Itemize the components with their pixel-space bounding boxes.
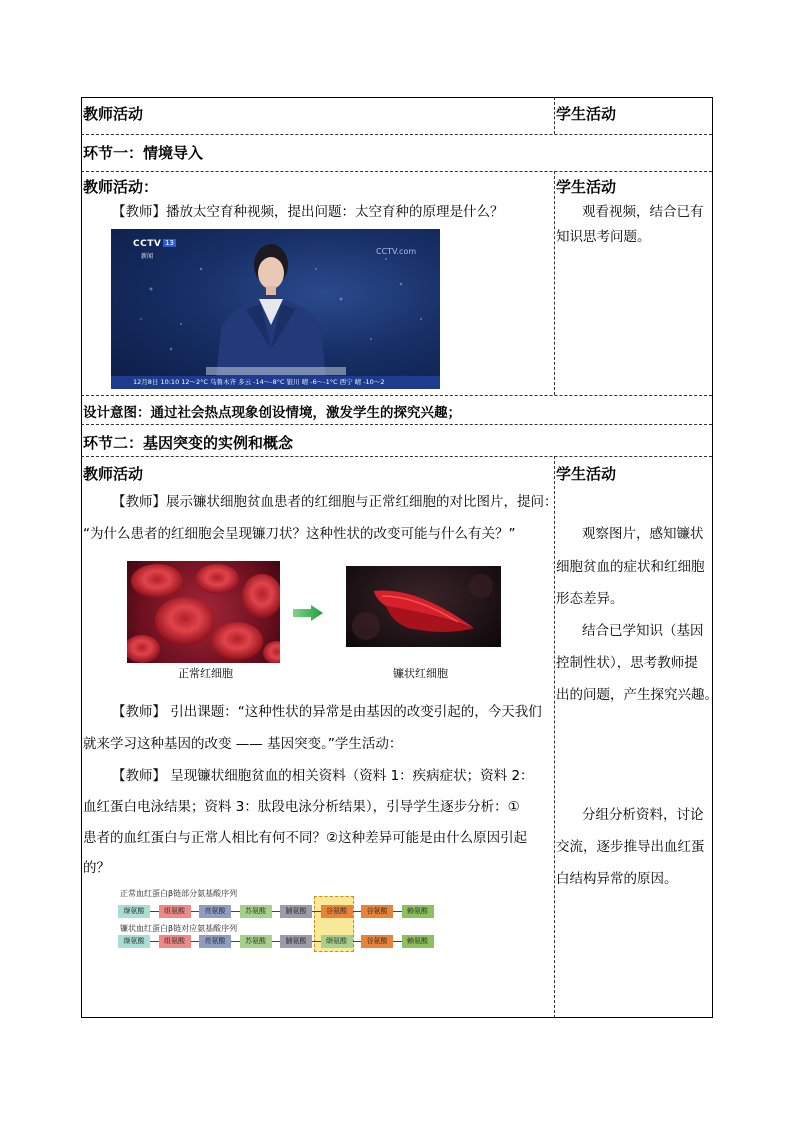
sequence-connector (231, 911, 240, 912)
cctv-logo: CCTV (133, 239, 162, 249)
amino-acid-box: 谷氨酸 (361, 935, 393, 948)
amino-acid-sequence-figure (118, 888, 438, 954)
sickle-rbc-image (346, 566, 501, 647)
student-text-line: 白结构异常的原因。 (556, 871, 678, 887)
student-text-line: 结合已学知识（基因 (582, 623, 704, 639)
amino-acid-box: 亮氨酸 (199, 905, 231, 918)
teacher-text-line: 就来学习这种基因的改变 —— 基因突变。”学生活动： (83, 736, 403, 752)
amino-acid-box: 谷氨酸 (361, 905, 393, 918)
teacher-text-line: 【教师】 呈现镰状细胞贫血的相关资料（资料 1：疾病症状；资料 2： (112, 768, 534, 784)
sequence-connector (312, 941, 321, 942)
student-text-line: 观看视频，结合已有 (582, 204, 704, 220)
amino-acid-box: 谷氨酸 (321, 905, 353, 918)
teacher-text-line: 【教师】展示镰状细胞贫血患者的红细胞与正常红细胞的对比图片，提问： (112, 494, 557, 510)
amino-acid-box: 苏氨酸 (240, 905, 272, 918)
teacher-text-line: 【教师】 引出课题：“这种性状的异常是由基因的改变引起的，今天我们 (112, 704, 542, 720)
teacher-activity-heading: 教师活动 (83, 465, 144, 483)
sequence-connector (312, 911, 321, 912)
amino-acid-box: 苏氨酸 (240, 935, 272, 948)
cctv-watermark: CCTV.com (376, 247, 417, 256)
sequence-connector (272, 941, 281, 942)
section-title: 环节二：基因突变的实例和概念 (83, 434, 294, 452)
amino-acid-box: 缬氨酸 (118, 935, 150, 948)
sequence-connector (353, 911, 362, 912)
normal-sequence-row (118, 905, 438, 918)
row-divider (81, 424, 712, 425)
student-text-line: 出的问题，产生探究兴趣。 (556, 687, 718, 703)
amino-acid-box: 缬氨酸 (321, 935, 353, 948)
sickle-sequence-title: 镰状血红蛋白β链对应氨基酸序列 (120, 924, 238, 933)
student-text-line: 分组分析资料，讨论 (582, 807, 704, 823)
normal-rbc-label: 正常红细胞 (178, 667, 233, 680)
teacher-prompt: 【教师】播放太空育种视频，提出问题：太空育种的原理是什么？ (112, 204, 504, 220)
teacher-text-line: 患者的血红蛋白与正常人相比有何不同？②这种差异可能是由什么原因引起 (83, 830, 528, 846)
section-title: 环节一：情境导入 (83, 144, 204, 162)
channel-name: 新闻 (141, 253, 154, 260)
sequence-connector (150, 941, 159, 942)
amino-acid-box: 组氨酸 (159, 935, 191, 948)
amino-acid-box: 亮氨酸 (199, 935, 231, 948)
teacher-text-line: “为什么患者的红细胞会呈现镰刀状？这种性状的改变可能与什么有关？” (83, 526, 516, 542)
normal-rbc-image (127, 561, 280, 663)
sequence-connector (150, 911, 159, 912)
row-divider (81, 456, 712, 457)
sequence-connector (191, 941, 200, 942)
table-bottom-border (81, 1017, 713, 1018)
column-divider (554, 97, 555, 134)
student-text-line: 交流，逐步推导出血红蛋 (556, 839, 705, 855)
sequence-connector (353, 941, 362, 942)
sequence-connector (393, 941, 402, 942)
column-divider (554, 456, 555, 1018)
teacher-text-line: 血红蛋白电泳结果；资料 3：肽段电泳分析结果），引导学生逐步分析：① (83, 799, 520, 815)
news-video-still (111, 229, 440, 389)
student-text-line: 形态差异。 (556, 591, 624, 607)
row-divider (81, 395, 712, 396)
student-activity-heading: 学生活动 (556, 465, 617, 483)
amino-acid-box: 脯氨酸 (280, 935, 312, 948)
header-student: 学生活动 (556, 105, 617, 123)
sickle-sequence-row (118, 935, 438, 948)
header-teacher: 教师活动 (83, 105, 144, 123)
student-activity-heading: 学生活动 (556, 178, 617, 196)
sickle-rbc-label: 镰状红细胞 (393, 667, 448, 680)
sickle-cell (346, 566, 501, 647)
design-intent: 设计意图：通过社会热点现象创设情境，激发学生的探究兴趣； (83, 405, 461, 421)
sequence-connector (191, 911, 200, 912)
row-divider (81, 134, 712, 135)
sequence-connector (393, 911, 402, 912)
student-text-line: 观察图片，感知镰状 (582, 526, 704, 542)
sequence-connector (272, 911, 281, 912)
student-text-line: 细胞贫血的症状和红细胞 (556, 559, 705, 575)
amino-acid-box: 缬氨酸 (118, 905, 150, 918)
table-top-border (81, 97, 713, 98)
student-text-line: 控制性状），思考教师提 (556, 655, 698, 671)
amino-acid-box: 赖氨酸 (402, 905, 434, 918)
amino-acid-box: 脯氨酸 (280, 905, 312, 918)
normal-sequence-title: 正常血红蛋白β链部分氨基酸序列 (120, 889, 238, 898)
arrow-right-icon (293, 605, 323, 621)
red-blood-cells (127, 561, 280, 663)
column-divider (554, 171, 555, 395)
row-divider (81, 171, 712, 172)
weather-ticker: 12月8日 10:10 12～2°C 乌鲁木齐 多云 -14～-8°C 银川 晴 -6～-1°C 西宁 晴 -10～2 (111, 376, 440, 389)
amino-acid-box: 赖氨酸 (402, 935, 434, 948)
sequence-connector (231, 941, 240, 942)
table-right-border (712, 97, 713, 1018)
student-text-line: 知识思考问题。 (556, 229, 651, 245)
table-left-border (81, 97, 82, 1018)
teacher-text-line: 的？ (83, 860, 110, 876)
teacher-activity-heading: 教师活动： (83, 178, 159, 196)
channel-number: 13 (165, 239, 174, 247)
amino-acid-box: 组氨酸 (159, 905, 191, 918)
